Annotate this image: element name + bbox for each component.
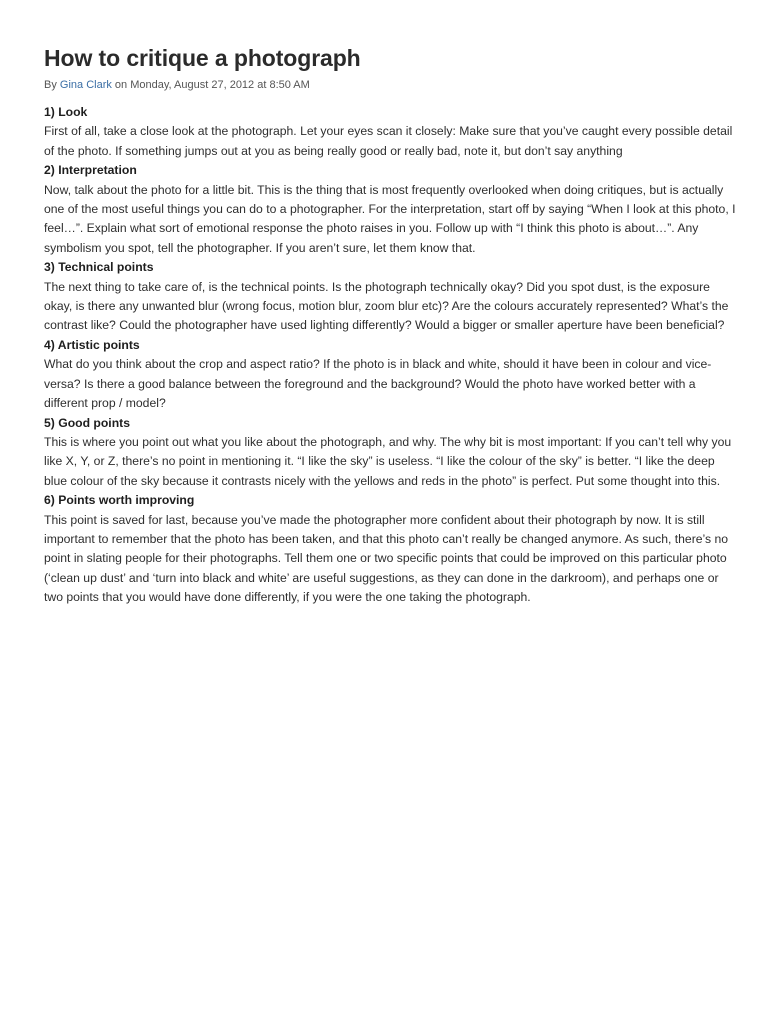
section-heading: 6) Points worth improving [44, 493, 195, 508]
byline [44, 77, 738, 93]
section-technical-points [44, 258, 738, 336]
section-body: First of all, take a close look at the photograph. Let your eyes scan it closely: Make sure that you’ve caught every possible detail of the photo. If something jumps out at you as being really good or really bad, note it, but don’t say anything [44, 124, 733, 158]
section-look [44, 103, 738, 161]
article-content [44, 103, 738, 608]
section-body: The next thing to take care of, is the technical points. Is the photograph technically okay? Did you spot dust, is the exposure okay, is there any unwanted blur (wrong focus, motion blur, zoom blur etc)? Are the colours accurately represented? What’s the contrast like? Could the photographer have used lighting differently? Would a bigger or smaller aperture have been beneficial? [44, 279, 729, 333]
section-body: Now, talk about the photo for a little bit. This is the thing that is most frequently overlooked when doing critiques, but is actually one of the most useful things you can do to a photographer. For the interpretation, start off by saying “When I look at this photo, I feel…”. Explain what sort of emotional response the photo raises in you. Follow up with “I think this photo is about…”. Any symbolism you spot, tell the photographer. If you aren’t sure, let them know that. [44, 182, 736, 255]
author-link[interactable]: Gina Clark [59, 79, 112, 91]
section-body: This point is saved for last, because you’ve made the photographer more confident about their photograph by now. It is still important to remember that the photo has been taken, and that this photo can’t really be changed anymore. As such, there’s no point in slating people for their photographs. Tell them one or two specific points that could be improved on this particular photo (‘clean up dust’ and ‘turn into black and white’ are useful suggestions, as they can done in the darkroom), and perhaps one or two points that you would have done differently, if you were the one taking the photograph. [44, 512, 729, 605]
section-heading: 5) Good points [44, 415, 130, 430]
section-heading: 4) Artistic points [44, 337, 140, 352]
section-body: This is where you point out what you like about the photograph, and why. The why bit is most important: If you can’t tell why you like X, Y, or Z, there’s no point in mentioning it. “I like the sky” is useless. “I like the colour of the sky” is better. “I like the deep blue colour of the sky because it contrasts nicely with the yellows and reds in the photo” is perfect. Put some thought into this. [44, 434, 732, 488]
section-body: What do you think about the crop and aspect ratio? If the photo is in black and white, should it have been in colour and vice-versa? Is there a good balance between the foreground and the background? Would the photo have worked better with a different prop / model? [44, 357, 712, 411]
section-heading: 2) Interpretation [44, 163, 137, 178]
section-interpretation [44, 161, 738, 258]
section-good-points [44, 414, 738, 492]
section-heading: 1) Look [44, 105, 88, 119]
section-points-worth-improving [44, 491, 738, 607]
section-artistic-points [44, 336, 738, 414]
section-heading: 3) Technical points [44, 260, 154, 275]
page-title: How to critique a photograph [44, 45, 361, 71]
byline-prefix: By [44, 79, 60, 91]
byline-date: on Monday, August 27, 2012 at 8:50 AM [111, 79, 310, 91]
